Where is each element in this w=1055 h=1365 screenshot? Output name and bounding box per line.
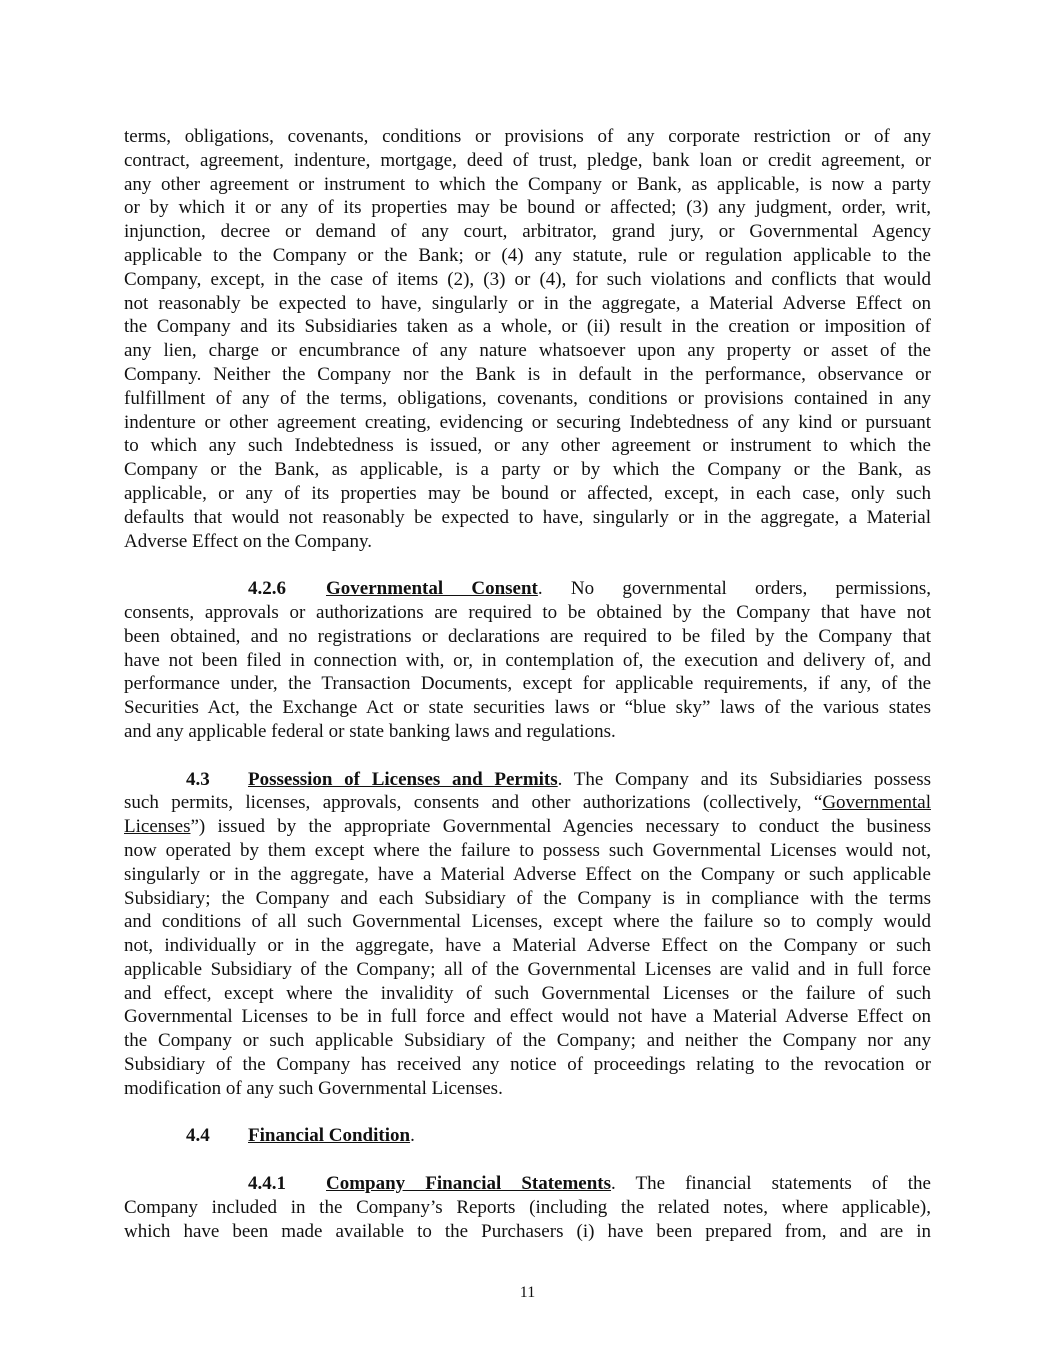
document-page bbox=[124, 125, 931, 1243]
text-line: performance under, the Transaction Documents, except for applicable requirements, if any, of the bbox=[124, 673, 931, 695]
page-number: 11 bbox=[519, 1284, 536, 1301]
text-line: Company, except, in the case of items (2), (3) or (4), for such violations and conflicts that would bbox=[124, 268, 931, 290]
text-line: to which any such Indebtedness is issued, or any other agreement or instrument to which the bbox=[124, 435, 931, 457]
text-line: Adverse Effect on the Company. bbox=[124, 530, 372, 552]
text-line: contract, agreement, indenture, mortgage, deed of trust, pledge, bank loan or credit agreement, or bbox=[124, 149, 931, 171]
section-4-3 bbox=[124, 768, 931, 1101]
text-line: defaults that would not reasonably be expected to have, singularly or in the aggregate, a Material bbox=[124, 506, 931, 528]
section-text: . The Company and its Subsidiaries possess bbox=[557, 768, 932, 790]
text-line: terms, obligations, covenants, conditions or provisions of any corporate restriction or of any bbox=[124, 126, 931, 147]
text-line: the Company and its Subsidiaries taken as a whole, or (ii) result in the creation or imposition of bbox=[124, 316, 931, 338]
text-line: any other agreement or instrument to which the Company or Bank, as applicable, is now a party bbox=[124, 173, 931, 195]
text-line: Governmental Licenses to be in full force and effect would not have a Material Adverse Effect on bbox=[124, 1006, 931, 1028]
text-line: Securities Act, the Exchange Act or state securities laws or “blue sky” laws of the various states bbox=[124, 697, 931, 719]
text-line: modification of any such Governmental Licenses. bbox=[124, 1077, 503, 1099]
defined-term: Governmental bbox=[822, 792, 931, 814]
text-line: now operated by them except where the failure to possess such Governmental Licenses would not, bbox=[124, 839, 931, 861]
text-line: Subsidiary; the Company and each Subsidiary of the Company is in compliance with the terms bbox=[124, 887, 931, 909]
section-heading: Company Financial Statements bbox=[326, 1173, 612, 1195]
text-line: and conditions of all such Governmental Licenses, except where the failure so to comply would bbox=[124, 911, 931, 933]
text-line: the Company or such applicable Subsidiary of the Company; and neither the Company nor any bbox=[124, 1030, 931, 1052]
section-text: . bbox=[410, 1125, 415, 1147]
section-4-2-6 bbox=[124, 577, 931, 744]
paragraph-continuation bbox=[124, 125, 931, 553]
text-line: Company or the Bank, as applicable, is a party or by which the Company or the Bank, as bbox=[124, 459, 931, 481]
text-line: injunction, decree or demand of any court, arbitrator, grand jury, or Governmental Agency bbox=[124, 221, 931, 243]
text-line: applicable Subsidiary of the Company; all of the Governmental Licenses are valid and in full force bbox=[124, 958, 931, 980]
text-line: which have been made available to the Purchasers (i) have been prepared from, and are in bbox=[124, 1220, 931, 1242]
text-line: Company. Neither the Company nor the Bank is in default in the performance, observance or bbox=[124, 363, 931, 385]
section-heading: Governmental Consent bbox=[326, 578, 538, 600]
text-line: or by which it or any of its properties may be bound or affected; (3) any judgment, order, writ, bbox=[124, 197, 931, 219]
text-line: applicable to the Company or the Bank; or (4) any statute, rule or regulation applicable to the bbox=[124, 244, 931, 266]
text-line: have not been filed in connection with, or, in contemplation of, the execution and delivery of, and bbox=[124, 649, 931, 671]
section-heading: Possession of Licenses and Permits bbox=[248, 768, 558, 790]
text-line: fulfillment of any of the terms, obligations, covenants, conditions or provisions contained in any bbox=[124, 387, 931, 409]
section-4-4 bbox=[124, 1124, 931, 1148]
text-line: and effect, except where the invalidity of such Governmental Licenses or the failure of such bbox=[124, 982, 931, 1004]
section-text: such permits, licenses, approvals, consents and other authorizations (collectively, “ bbox=[124, 792, 823, 814]
text-line: been obtained, and no registrations or declarations are required to be filed by the Company that bbox=[124, 625, 931, 647]
section-number: 4.3 bbox=[186, 768, 210, 790]
section-4-4-1 bbox=[124, 1172, 931, 1243]
section-number: 4.2.6 bbox=[248, 578, 286, 600]
section-heading: Financial Condition bbox=[248, 1125, 411, 1147]
section-text: . No governmental orders, permissions, bbox=[537, 578, 931, 600]
text-line: Subsidiary of the Company has received any notice of proceedings relating to the revocation or bbox=[124, 1054, 931, 1076]
text-line: indenture or other agreement creating, evidencing or securing Indebtedness of any kind or pursuant bbox=[124, 411, 931, 433]
section-text: . The financial statements of the bbox=[611, 1173, 931, 1195]
defined-term: Licenses bbox=[124, 816, 191, 838]
text-line: any lien, charge or encumbrance of any nature whatsoever upon any property or asset of the bbox=[124, 340, 931, 362]
section-number: 4.4 bbox=[186, 1125, 210, 1147]
text-line: consents, approvals or authorizations are required to be obtained by the Company that have not bbox=[124, 601, 931, 623]
section-text: ”) issued by the appropriate Governmental Agencies necessary to conduct the business bbox=[190, 816, 931, 838]
text-line: singularly or in the aggregate, have a Material Adverse Effect on the Company or such applicable bbox=[124, 863, 931, 885]
section-number: 4.4.1 bbox=[248, 1173, 286, 1195]
text-line: applicable, or any of its properties may be bound or affected, except, in each case, only such bbox=[124, 482, 931, 504]
text-line: Company included in the Company’s Reports (including the related notes, where applicable), bbox=[124, 1196, 931, 1218]
text-line: not reasonably be expected to have, singularly or in the aggregate, a Material Adverse Effect on bbox=[124, 292, 931, 314]
text-line: and any applicable federal or state banking laws and regulations. bbox=[124, 720, 616, 742]
text-line: not, individually or in the aggregate, have a Material Adverse Effect on the Company or such bbox=[124, 935, 931, 957]
